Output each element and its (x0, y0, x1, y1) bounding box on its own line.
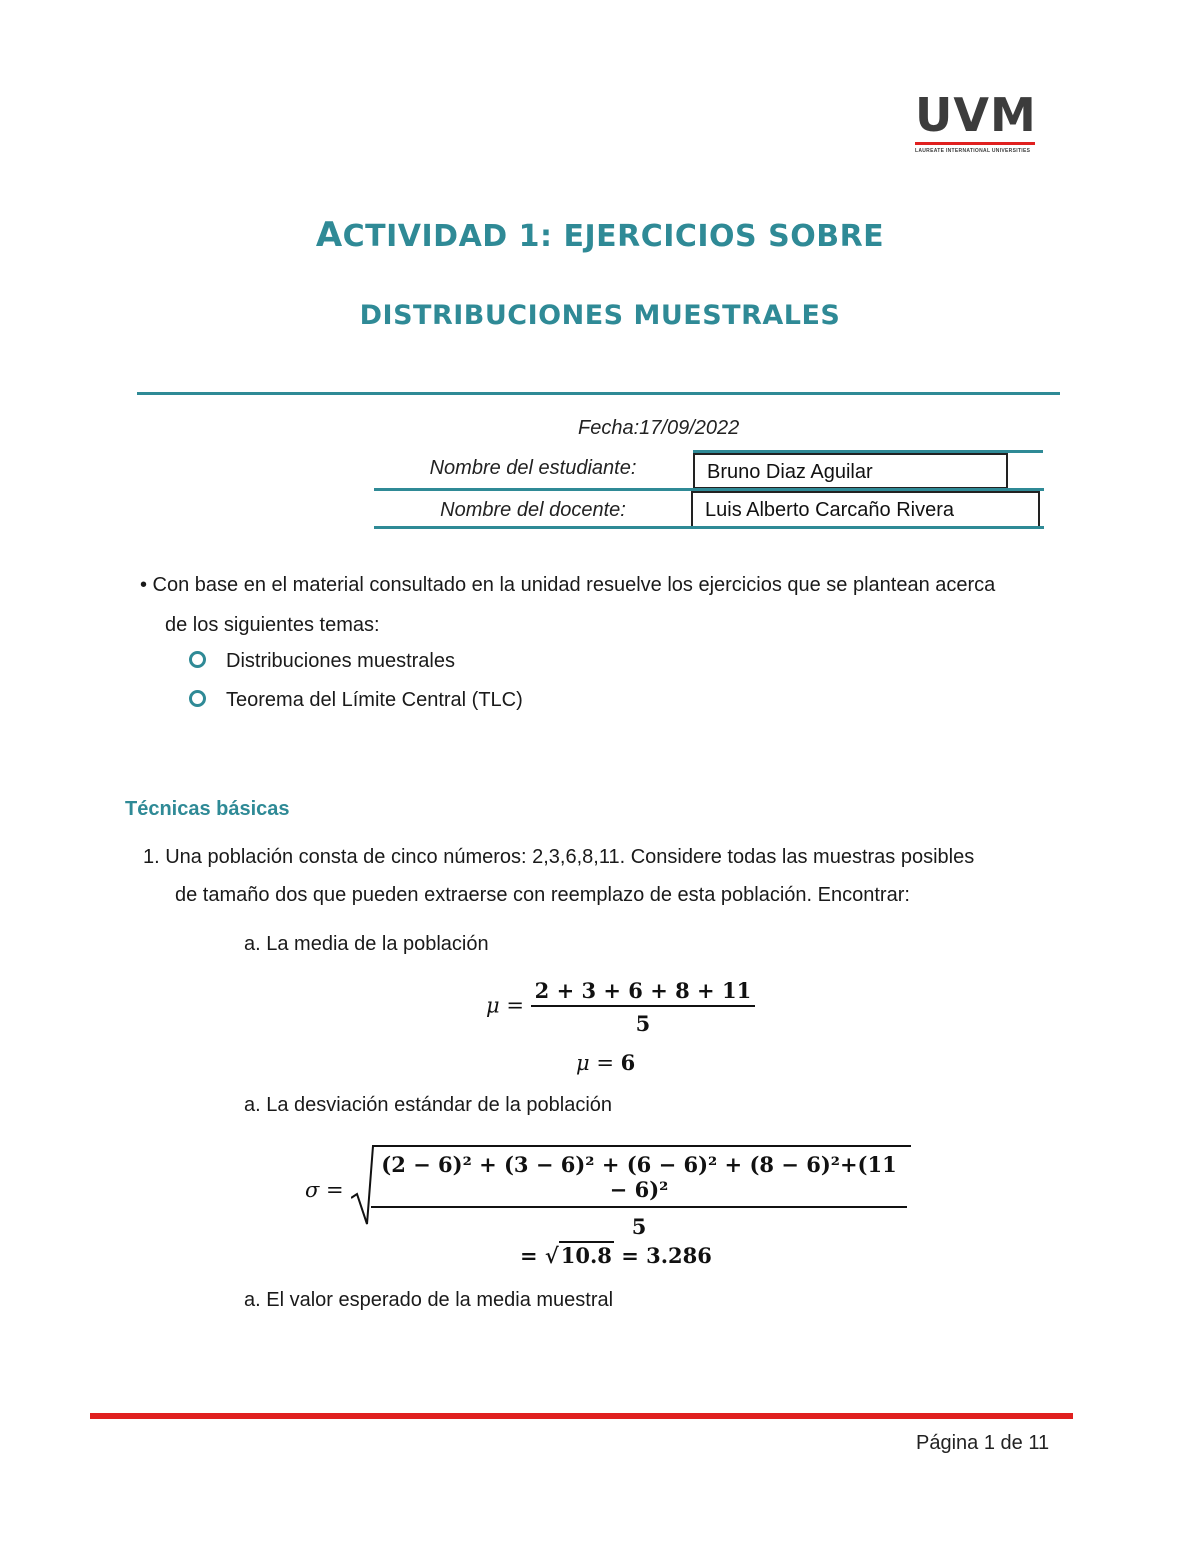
section-heading: Técnicas básicas (125, 798, 290, 820)
title-first-letter: A (315, 215, 343, 255)
std-dev-value: 3.286 (646, 1243, 712, 1268)
sigma-label (305, 1178, 344, 1202)
circle-bullet-icon (189, 651, 206, 668)
bullet-text: Distribuciones muestrales (226, 650, 455, 672)
mean-denominator: 5 (635, 1011, 651, 1036)
sqrt-symbol: √ (544, 1243, 559, 1268)
teacher-name-field: Luis Alberto Carcaño Rivera (691, 491, 1040, 529)
intro-line-2: de los siguientes temas: (165, 614, 380, 636)
title-line-2: DISTRIBUCIONES MUESTRALES (359, 300, 841, 331)
mean-fraction (531, 978, 756, 1036)
bullet-item (189, 650, 455, 673)
title-line-1 (0, 215, 1200, 255)
sigma-symbol: σ (305, 1178, 320, 1202)
mu-symbol: μ (576, 1051, 590, 1075)
student-label: Nombre del estudiante: (429, 457, 637, 479)
mean-numerator: 2 + 3 + 6 + 8 + 11 (531, 978, 756, 1007)
equals-sign: = (520, 1243, 538, 1268)
date-label: Fecha:17/09/2022 (578, 417, 740, 439)
std-dev-fraction (371, 1152, 907, 1239)
page-number: Página 1 de 11 (916, 1432, 1050, 1454)
uvm-logo (915, 88, 1039, 154)
mean-equation (486, 978, 755, 1036)
radicand: 10.8 (560, 1243, 612, 1268)
bullet-item (189, 689, 523, 712)
mean-value: 6 (620, 1050, 636, 1075)
equals-sign: = (326, 1178, 344, 1202)
student-name-field: Bruno Diaz Aguilar (693, 453, 1008, 489)
bullet-text: Teorema del Límite Central (TLC) (226, 689, 523, 711)
mu-symbol: μ (486, 993, 500, 1018)
mean-result (576, 1050, 635, 1075)
circle-bullet-icon (189, 690, 206, 707)
title-divider (137, 392, 1060, 395)
info-line-3 (374, 526, 1044, 529)
logo-red-bar (915, 142, 1035, 145)
title-line-1-rest: CTIVIDAD 1: EJERCICIOS SOBRE (342, 219, 885, 254)
std-dev-equation (305, 1140, 915, 1239)
sub-item: a. El valor esperado de la media muestral (244, 1289, 614, 1311)
std-dev-denominator: 5 (631, 1214, 647, 1239)
std-dev-result (520, 1243, 712, 1268)
std-dev-numerator: (2 − 6)² + (3 − 6)² + (6 − 6)² + (8 − 6)²+(11 − 6)² (371, 1152, 907, 1208)
equals-sign: = (506, 993, 524, 1018)
logo-subtitle: LAUREATE INTERNATIONAL UNIVERSITIES (915, 148, 1031, 154)
equals-sign: = (621, 1243, 639, 1268)
footer-divider (90, 1413, 1073, 1419)
sub-item: a. La media de la población (244, 933, 489, 955)
question-1-line-1: 1. Una población consta de cinco números: 2,3,6,8,11. Considere todas las muestras posibles (143, 846, 975, 868)
teacher-label: Nombre del docente: (440, 499, 626, 521)
equals-sign: = (596, 1051, 614, 1075)
logo-word: UVM (915, 88, 1037, 142)
intro-line-1: • Con base en el material consultado en la unidad resuelve los ejercicios que se plantean acerca (140, 574, 996, 596)
question-1-line-2: de tamaño dos que pueden extraerse con reemplazo de esta población. Encontrar: (175, 884, 910, 906)
sub-item: a. La desviación estándar de la población (244, 1094, 613, 1116)
